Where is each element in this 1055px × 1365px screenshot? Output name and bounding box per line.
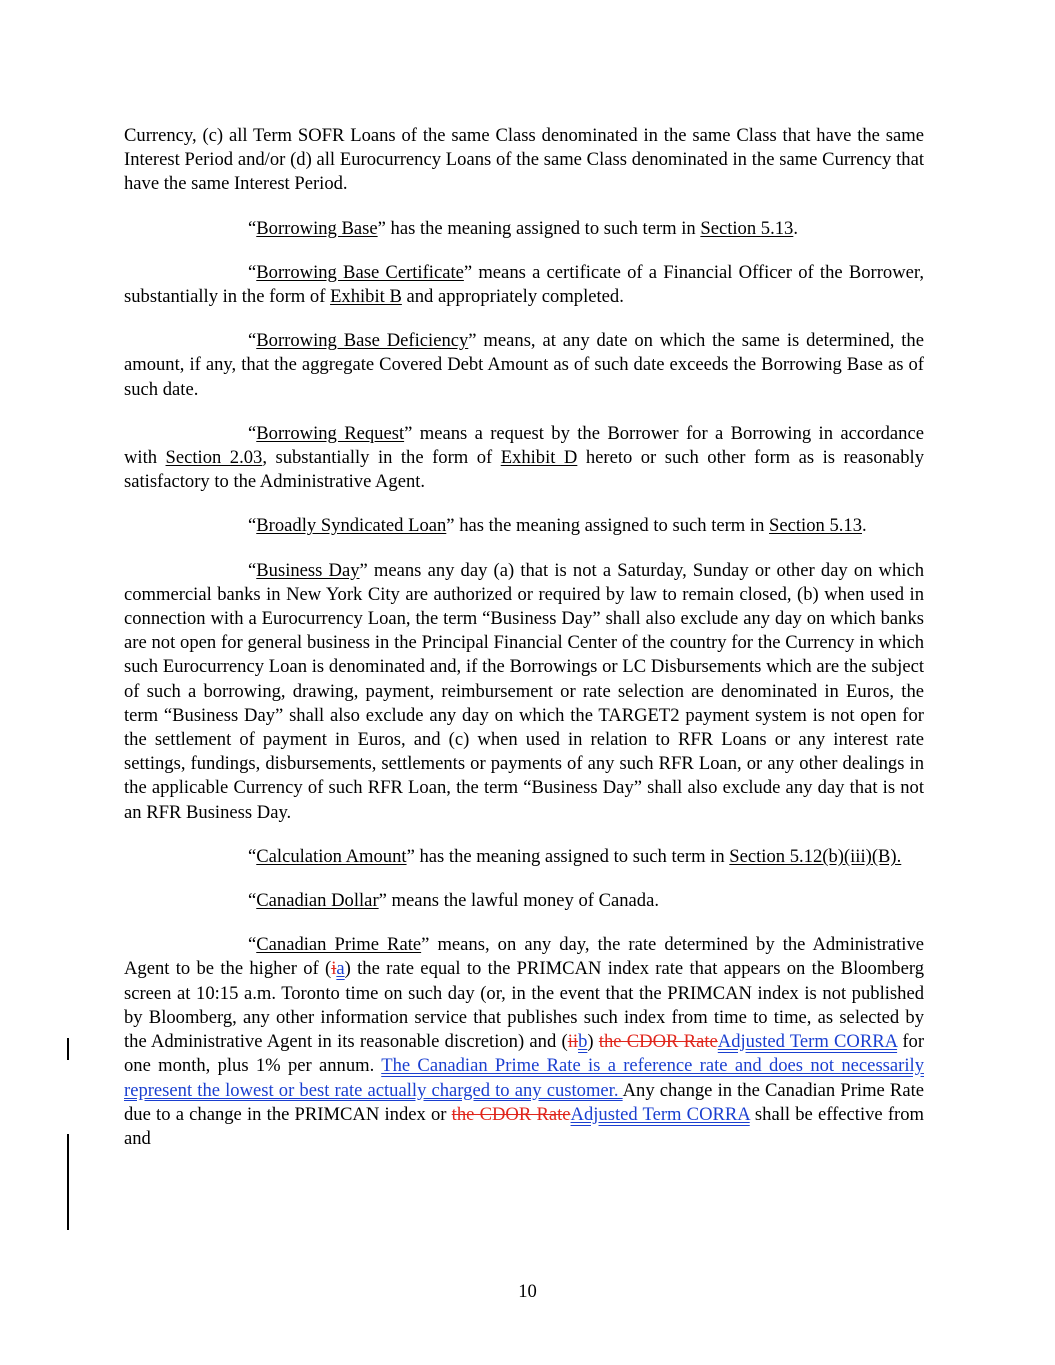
tracked-insertion: Adjusted Term CORRA [570, 1103, 750, 1125]
definition-canadian-dollar: “Canadian Dollar” means the lawful money of Canada. [248, 890, 659, 912]
definition-borrowing-base-certificate: “Borrowing Base Certificate” means a certificate of a Financial Officer of the Borrower, substantially in the form of Exhibit B and appropriately completed. [124, 261, 924, 308]
document-page [124, 124, 924, 1171]
definition-borrowing-base: “Borrowing Base” has the meaning assigned to such term in Section 5.13. [248, 217, 798, 239]
section-reference: Section 5.13 [769, 515, 862, 537]
definition-broadly-syndicated-loan: “Broadly Syndicated Loan” has the meaning assigned to such term in Section 5.13. [248, 515, 867, 537]
defined-term: Borrowing Base Deficiency [256, 330, 469, 352]
definition-borrowing-base-deficiency: “Borrowing Base Deficiency” means, at any date on which the same is determined, the amount, if any, that the aggregate Covered Debt Amount as of such date exceeds the Borrowing Base as of such date. [124, 330, 924, 400]
defined-term: Borrowing Base Certificate [256, 261, 464, 283]
defined-term: Canadian Prime Rate [256, 934, 422, 956]
defined-term: Borrowing Base [256, 217, 378, 239]
defined-term: Borrowing Request [256, 422, 405, 444]
paragraph-borrowing-continued: Currency, (c) all Term SOFR Loans of the same Class denominated in the same Class that have the same Interest Period and/or (d) all Eurocurrency Loans of the same Class denominated in the same Currency that have the same Interest Period. [124, 125, 924, 195]
tracked-deletion: ii [567, 1031, 579, 1053]
section-reference: Section 5.12(b)(iii)(B). [729, 845, 902, 867]
tracked-insertion: a [336, 958, 345, 980]
defined-term: Business Day [256, 559, 360, 581]
section-reference: Section 2.03 [165, 447, 263, 469]
tracked-deletion: the CDOR Rate [451, 1103, 571, 1125]
tracked-insertion: b [578, 1031, 588, 1053]
tracked-insertion: Adjusted Term CORRA [717, 1031, 898, 1053]
tracked-deletion: i [331, 958, 337, 980]
defined-term: Canadian Dollar [256, 890, 379, 912]
definition-borrowing-request: “Borrowing Request” means a request by the Borrower for a Borrowing in accordance with Section 2.03, substantially in the form of Exhibit D hereto or such other form as is reasonably satisfactory to the Administrative Agent. [124, 422, 924, 493]
exhibit-reference: Exhibit B [330, 286, 402, 308]
defined-term: Broadly Syndicated Loan [256, 515, 447, 537]
section-reference: Section 5.13 [700, 217, 794, 239]
change-bar [67, 1038, 69, 1060]
tracked-deletion: the CDOR Rate [598, 1031, 718, 1053]
definition-canadian-prime-rate: “Canadian Prime Rate” means, on any day, the rate determined by the Administrative Agent to be the higher of (ia) the rate equal to the PRIMCAN index rate that appears on the Bloomberg screen at 10:15 a.m. Toronto time on such day (or, in the event that the PRIMCAN index is not published by Bloomberg, any other information service that publishes such index from time to time, as selected by the Administrative Agent in its reasonable discretion) and (iib) the CDOR RateAdjusted Term CORRA for one month, plus 1% per annum. The Canadian Prime Rate is a reference rate and does not necessarily represent the lowest or best rate actually charged to any customer. Any change in the Canadian Prime Rate due to a change in the PRIMCAN index or the CDOR RateAdjusted Term CORRA shall be effective from and [124, 934, 925, 1149]
defined-term: Calculation Amount [256, 845, 407, 867]
page-number: 10 [518, 1281, 537, 1302]
definition-business-day: “Business Day” means any day (a) that is not a Saturday, Sunday or other day on which commercial banks in New York City are authorized or required by law to remain closed, (b) when used in connection with a Eurocurrency Loan, the term “Business Day” shall also exclude any day on which banks are not open for general business in the Principal Financial Center of the country for the Currency in which such Eurocurrency Loan is denominated and, if the Borrowings or LC Disbursements which are the subject of such a borrowing, drawing, payment, reimbursement or rate selection are denominated in Euros, the term “Business Day” shall also exclude any day on which the TARGET2 payment system is not open for the settlement of payment in Euros, and (c) when used in relation to RFR Loans or any interest rate settings, fundings, disbursements, settlements or payments of any such RFR Loan, or any other dealings in the applicable Currency of such RFR Loan, the term “Business Day” shall also exclude any day that is not an RFR Business Day. [124, 559, 924, 823]
change-bar [67, 1134, 69, 1230]
tracked-insertion: The Canadian Prime Rate is a reference rate and does not necessarily represent the lowest or best rate actually charged to any customer. [124, 1055, 924, 1101]
exhibit-reference: Exhibit D [500, 447, 578, 469]
definition-calculation-amount: “Calculation Amount” has the meaning assigned to such term in Section 5.12(b)(iii)(B). [248, 845, 902, 867]
